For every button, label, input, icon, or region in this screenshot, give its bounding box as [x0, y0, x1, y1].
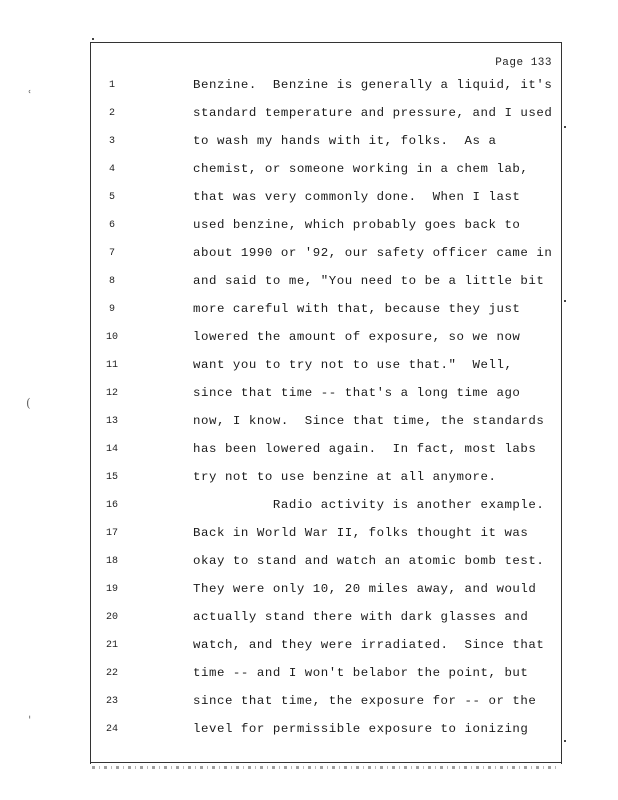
- line-number: 17: [105, 528, 118, 539]
- page-bottom-border: [90, 762, 562, 763]
- line-text: has been lowered again. In fact, most labs: [193, 442, 537, 456]
- line-number: 13: [105, 416, 118, 427]
- line-text: now, I know. Since that time, the standards: [193, 414, 545, 428]
- line-number: 3: [108, 136, 115, 147]
- scan-speck: [92, 38, 94, 40]
- line-number: 20: [105, 612, 118, 623]
- transcript-line: [90, 358, 560, 378]
- line-text: lowered the amount of exposure, so we now: [193, 330, 521, 344]
- line-number: 1: [108, 80, 115, 91]
- line-text: okay to stand and watch an atomic bomb test.: [193, 554, 545, 568]
- transcript-line: [90, 190, 560, 210]
- transcript-line: [90, 666, 560, 686]
- line-number: 8: [108, 276, 115, 287]
- page-number: Page 133: [495, 57, 552, 69]
- transcript-line: [90, 554, 560, 574]
- transcript-line: [90, 386, 560, 406]
- transcript-line: [90, 498, 560, 518]
- line-text: standard temperature and pressure, and I used: [193, 106, 553, 120]
- line-text: Back in World War II, folks thought it was: [193, 526, 529, 540]
- line-text: to wash my hands with it, folks. As a: [193, 134, 497, 148]
- line-number: 4: [108, 164, 115, 175]
- line-text: Radio activity is another example.: [193, 498, 545, 512]
- line-text: actually stand there with dark glasses and: [193, 610, 529, 624]
- line-text: watch, and they were irradiated. Since that: [193, 638, 545, 652]
- line-number: 12: [105, 388, 118, 399]
- line-text: Benzine. Benzine is generally a liquid, it's: [193, 78, 553, 92]
- line-number: 21: [105, 640, 118, 651]
- line-text: more careful with that, because they just: [193, 302, 521, 316]
- line-number: 16: [105, 500, 118, 511]
- transcript-line: [90, 582, 560, 602]
- transcript-line: [90, 162, 560, 182]
- line-number: 5: [108, 192, 115, 203]
- transcript-line: [90, 722, 560, 742]
- line-number: 19: [105, 584, 118, 595]
- line-text: and said to me, "You need to be a little bit: [193, 274, 545, 288]
- transcript-line: [90, 330, 560, 350]
- line-text: chemist, or someone working in a chem lab,: [193, 162, 529, 176]
- line-text: since that time, the exposure for -- or the: [193, 694, 537, 708]
- transcript-line: [90, 302, 560, 322]
- line-number: 10: [105, 332, 118, 343]
- transcript-line: [90, 134, 560, 154]
- scan-speck: [564, 126, 566, 128]
- line-number: 6: [108, 220, 115, 231]
- scan-artifact-strip: [92, 766, 558, 769]
- margin-mark: (: [26, 396, 31, 410]
- transcript-line: [90, 106, 560, 126]
- transcript-line: [90, 470, 560, 490]
- line-number: 22: [105, 668, 118, 679]
- transcript-line: [90, 78, 560, 98]
- line-number: 23: [105, 696, 118, 707]
- line-text: time -- and I won't belabor the point, but: [193, 666, 529, 680]
- margin-mark: ˌ: [28, 706, 32, 720]
- line-text: that was very commonly done. When I last: [193, 190, 521, 204]
- transcript-line: [90, 414, 560, 434]
- line-text: since that time -- that's a long time ago: [193, 386, 521, 400]
- line-number: 2: [108, 108, 115, 119]
- transcript-line: [90, 274, 560, 294]
- transcript-line: [90, 638, 560, 658]
- transcript-line: [90, 246, 560, 266]
- scan-speck: [564, 300, 566, 302]
- line-text: They were only 10, 20 miles away, and would: [193, 582, 537, 596]
- line-text: want you to try not to use that." Well,: [193, 358, 513, 372]
- transcript-line: [90, 610, 560, 630]
- line-number: 15: [105, 472, 118, 483]
- line-number: 7: [108, 248, 115, 259]
- line-number: 24: [105, 724, 118, 735]
- transcript-line: [90, 526, 560, 546]
- line-text: used benzine, which probably goes back to: [193, 218, 521, 232]
- margin-mark: ʿ: [28, 88, 32, 102]
- line-text: about 1990 or '92, our safety officer came in: [193, 246, 553, 260]
- line-number: 11: [105, 360, 118, 371]
- line-text: try not to use benzine at all anymore.: [193, 470, 497, 484]
- transcript-line: [90, 442, 560, 462]
- line-text: level for permissible exposure to ionizing: [193, 722, 529, 736]
- line-number: 18: [105, 556, 118, 567]
- line-number: 9: [108, 304, 115, 315]
- scan-speck: [564, 740, 566, 742]
- transcript-line: [90, 694, 560, 714]
- transcript-line: [90, 218, 560, 238]
- line-number: 14: [105, 444, 118, 455]
